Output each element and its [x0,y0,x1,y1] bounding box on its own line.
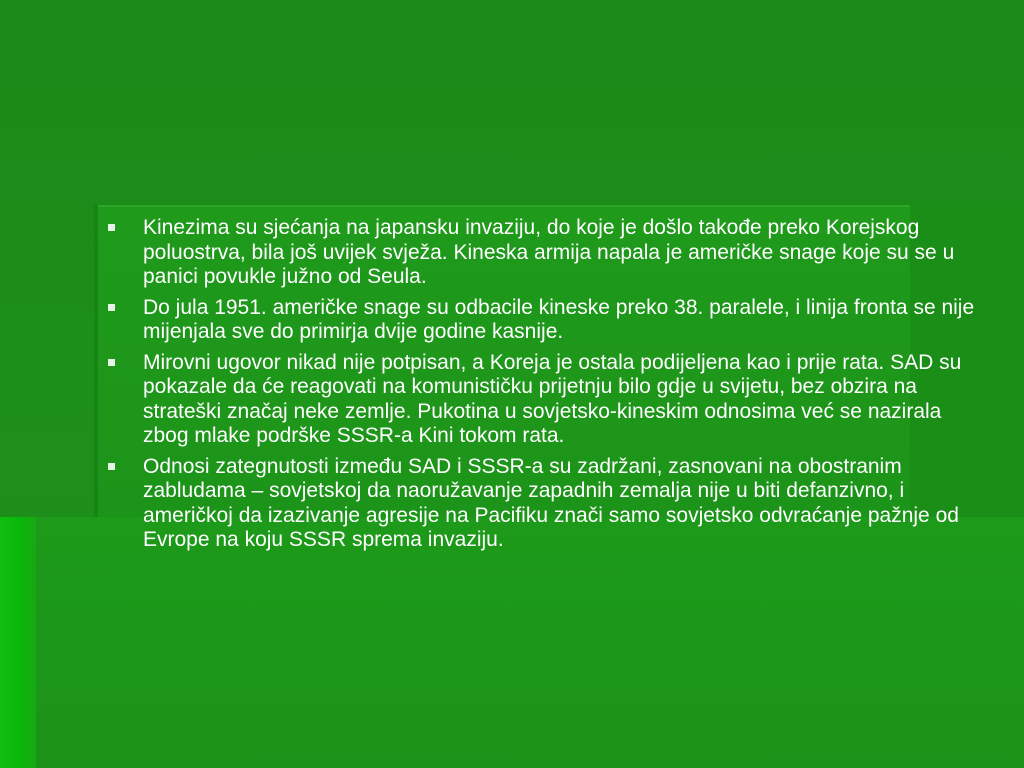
bullet-text: Mirovni ugovor nikad nije potpisan, a Koreja je ostala podijeljena kao i prije rata. SAD su pokazale da će reagovati na komunističku prijetnju bilo gdje u svijetu, bez obzira na strateški značaj neke zemlje. Pukotina u sovjetsko-kineskim odnosima već se nazirala zbog mlake podrške SSSR-a Kini tokom rata. [143,350,962,447]
square-bullet-icon [108,224,115,231]
bullet-item-2 [108,296,988,345]
slide-body [108,216,988,559]
square-bullet-icon [108,359,115,366]
background-strip-left [0,517,36,768]
bullet-text: Odnosi zategnutosti između SAD i SSSR-a su zadržani, zasnovani na obostranim zabludama – sovjetskoj da naoružavanje zapadnih zemalja nije u biti defanzivno, i američkoj da izazivanje agresije na Pacifiku znači samo sovjetsko odvraćanje pažnje od Evrope na koju SSSR sprema invaziju. [143,454,959,551]
square-bullet-icon [108,304,115,311]
bullet-item-1 [108,216,988,290]
bullet-text: Do jula 1951. američke snage su odbacile kineske preko 38. paralele, i linija fronta se nije mijenjala sve do primirja dvije godine kasnije. [143,295,975,343]
square-bullet-icon [108,463,115,470]
bullet-item-4 [108,455,988,553]
bullet-text: Kinezima su sjećanja na japansku invaziju, do koje je došlo takođe preko Korejskog poluostrva, bila još uvijek svježa. Kineska armija napala je američke snage koje su se u panici povukle južno od Seula. [143,216,955,288]
background-panel-edge [94,205,98,517]
bullet-item-3 [108,351,988,449]
